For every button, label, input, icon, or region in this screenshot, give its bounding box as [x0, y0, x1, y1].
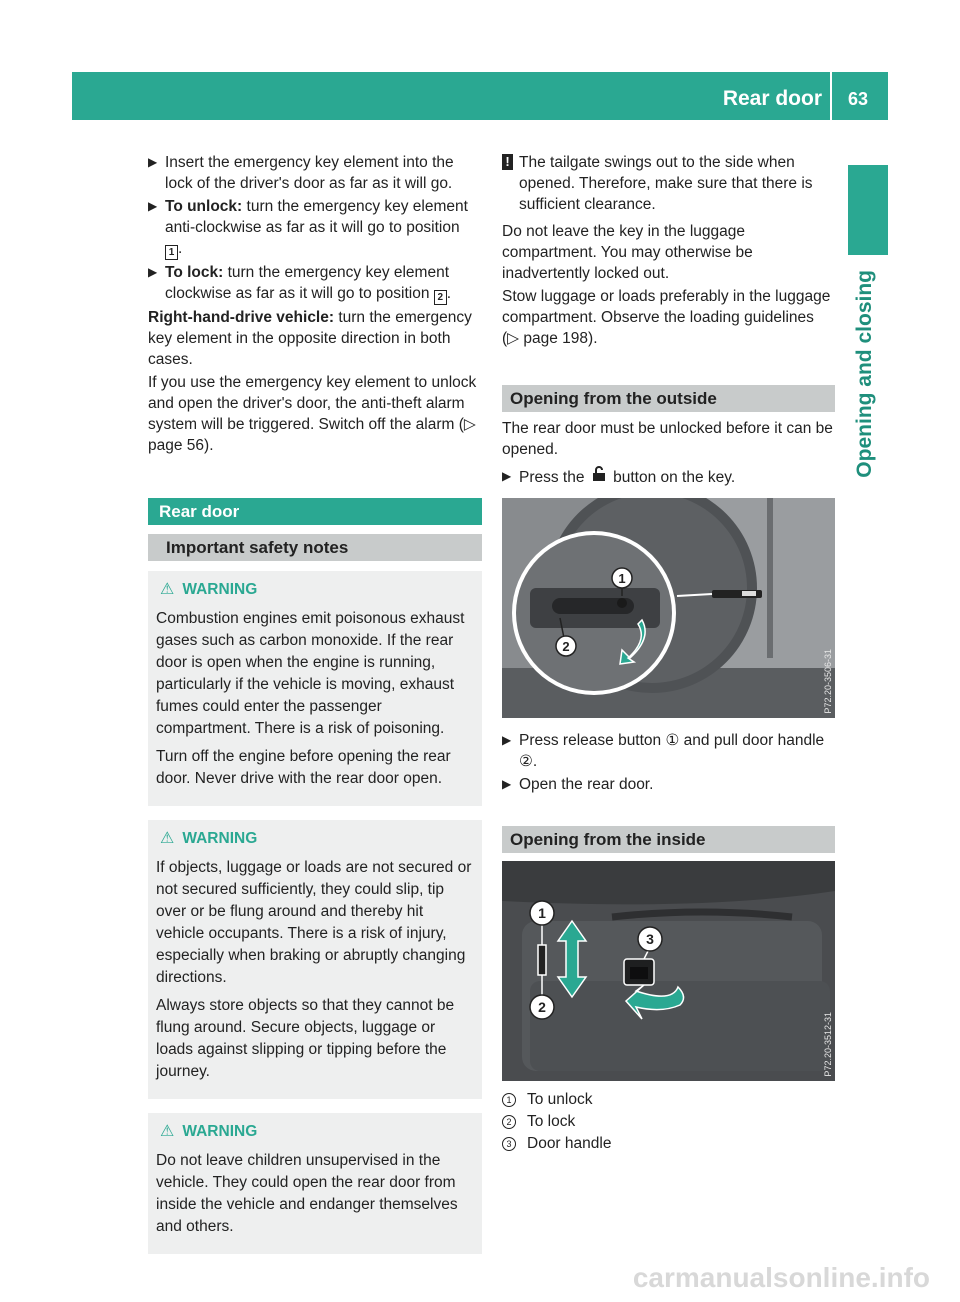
section-title: Rear door	[148, 498, 482, 525]
legend-item	[502, 1089, 835, 1111]
subsection-title: Important safety notes	[148, 534, 482, 561]
legend-item	[502, 1133, 835, 1155]
step-open-door	[502, 774, 835, 795]
alarm-text: If you use the emergency key element to unlock and open the driver's door, the anti-theft alarm system will be triggered. Switch off the alarm	[148, 374, 477, 433]
warning-title	[156, 828, 474, 849]
warning-triangle-icon: ⚠	[160, 581, 175, 598]
step-text: Insert the emergency key element into the lock of the driver's door as far as it will go.	[165, 154, 454, 192]
warning-title-text: WARNING	[182, 581, 258, 598]
legend-number: 3	[502, 1137, 516, 1151]
warning-title	[156, 1121, 474, 1142]
svg-text:2: 2	[538, 999, 546, 1015]
luggage-text: Stow luggage or loads preferably in the luggage compartment. Observe the loading guidelines	[502, 288, 831, 326]
step-text: Press release button ① and pull door handle ②.	[519, 732, 825, 770]
svg-text:1: 1	[538, 905, 546, 921]
step-arrow-icon: ▶	[502, 777, 512, 791]
svg-text:1: 1	[618, 571, 626, 586]
legend-item	[502, 1111, 835, 1133]
step-press-unlock	[502, 466, 835, 488]
exclamation-icon: !	[502, 154, 513, 170]
side-tab-label: Opening and closing	[853, 270, 876, 478]
left-column	[148, 152, 482, 1254]
photo-code: P72.20-3506-31	[823, 649, 833, 714]
section-inside-title: Opening from the inside	[502, 826, 835, 853]
step-label: To lock:	[165, 264, 224, 281]
warning-text: Turn off the engine before opening the rear door. Never drive with the rear door open.	[156, 748, 451, 787]
svg-text:2: 2	[562, 639, 570, 654]
rhd-label: Right-hand-drive vehicle:	[148, 309, 335, 326]
photo-inside-handle	[502, 861, 835, 1081]
section-outside-title: Opening from the outside	[502, 385, 835, 412]
page-link[interactable]: (▷ page 56).	[148, 416, 476, 454]
luggage-paragraph	[502, 286, 835, 349]
side-tab-marker	[848, 165, 888, 255]
photo-inside-illustration	[502, 861, 835, 1081]
photo-outside-illustration	[502, 498, 835, 718]
svg-text:3: 3	[646, 931, 654, 947]
warning-text: Always store objects so that they cannot be flung around. Secure objects, luggage or loads against slipping or tipping before the journey.	[156, 997, 455, 1080]
warning-title-text: WARNING	[182, 830, 258, 847]
legend-number: 1	[502, 1093, 516, 1107]
note-tailgate	[502, 152, 835, 215]
legend-text: To unlock	[527, 1091, 593, 1108]
photo-code: P72.20-3512-31	[823, 1012, 833, 1077]
step-lock: ▶ To lock: turn the emergency key element clockwise as far as it will go to position 2 .	[148, 264, 452, 303]
step-text: turn the emergency key element clockwise as far as it will go to position	[165, 264, 450, 302]
key-paragraph: Do not leave the key in the luggage compartment. You may otherwise be inadvertently locked out.	[502, 223, 753, 282]
header-title: Rear door	[722, 87, 822, 110]
right-column	[502, 152, 835, 1155]
step-text: turn the emergency key element anti-clockwise as far as it will go to position	[165, 198, 468, 236]
warning-title	[156, 579, 474, 600]
step-arrow-icon: ▶	[502, 469, 512, 483]
alarm-paragraph	[148, 372, 482, 456]
legend	[502, 1089, 835, 1155]
warning-text: Do not leave children unsupervised in the vehicle. They could open the rear door from inside the vehicle and endanger themselves and others.	[156, 1152, 458, 1235]
step-press-release	[502, 730, 835, 772]
step-text: button on the key.	[613, 469, 736, 486]
step-text: Open the rear door.	[519, 776, 654, 793]
legend-number: 2	[502, 1115, 516, 1129]
warning-box	[148, 1113, 482, 1254]
side-tab	[846, 270, 886, 600]
step-text: Press the	[519, 469, 585, 486]
position-key: 2	[434, 290, 447, 305]
header-bar	[72, 72, 888, 120]
legend-text: To lock	[527, 1113, 576, 1130]
warning-box	[148, 820, 482, 1099]
warning-box	[148, 571, 482, 806]
step-insert-key	[148, 152, 482, 194]
page-link[interactable]: (▷ page 198).	[502, 330, 598, 347]
rhd-paragraph	[148, 307, 482, 370]
page-number: 63	[847, 89, 868, 109]
note-text: The tailgate swings out to the side when opened. Therefore, make sure that there is sufficient clearance.	[519, 154, 813, 213]
warning-title-text: WARNING	[182, 1123, 258, 1140]
step-label: To unlock:	[165, 198, 243, 215]
legend-text: Door handle	[527, 1135, 612, 1152]
warning-triangle-icon: ⚠	[160, 830, 175, 847]
photo-outside-handle	[502, 498, 835, 718]
step-unlock: ▶ To unlock: turn the emergency key element anti-clockwise as far as it will go to position 1 .	[148, 198, 468, 258]
step-arrow-icon: ▶	[148, 265, 158, 279]
unlock-key-icon	[589, 466, 609, 488]
watermark: carmanualsonline.info	[632, 1262, 930, 1293]
warning-text: Combustion engines emit poisonous exhaust gases such as carbon monoxide. If the rear door is open when the engine is running, particularly if the vehicle is moving, exhaust fumes could enter the passenger compartment. There is a risk of poisoning.	[156, 610, 465, 737]
outside-intro: The rear door must be unlocked before it can be opened.	[502, 420, 833, 458]
step-arrow-icon: ▶	[148, 199, 158, 213]
step-arrow-icon: ▶	[502, 733, 512, 747]
header-separator	[830, 72, 832, 120]
rhd-text: turn the emergency key element in the opposite direction in both cases.	[148, 309, 472, 368]
position-key: 1	[165, 245, 178, 260]
step-arrow-icon: ▶	[148, 155, 158, 169]
warning-triangle-icon: ⚠	[160, 1123, 175, 1140]
warning-text: If objects, luggage or loads are not secured or not secured sufficiently, they could slip, tip over or be flung around and thereby hit vehicle occupants. There is a risk of injury, especially when braking or abruptly changing directions.	[156, 859, 472, 986]
